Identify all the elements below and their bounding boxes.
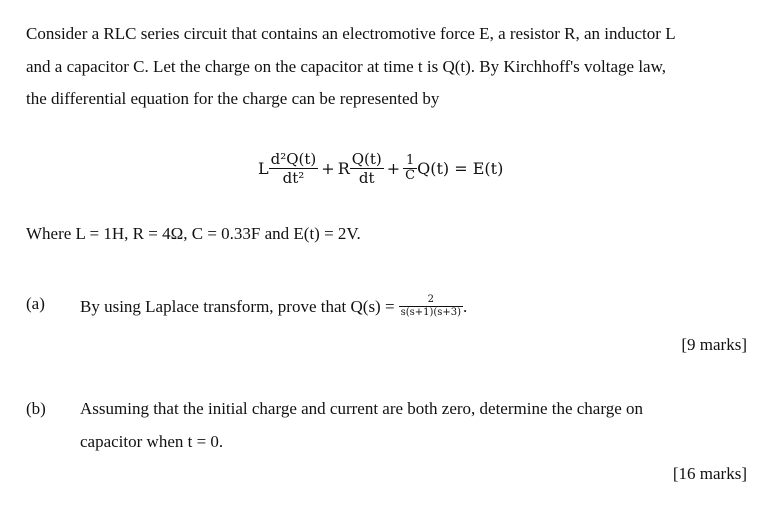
eq-frac1-numerator: d²Q(t): [270, 150, 317, 168]
eq-inductance-symbol: L: [258, 159, 269, 178]
part-b-line-1: Assuming that the initial charge and current are both zero, determine the charge on: [80, 399, 644, 418]
part-a-frac-numerator: 2: [427, 294, 434, 305]
part-a-marks: [9 marks]: [681, 335, 747, 354]
eq-second-derivative-fraction: [269, 150, 319, 187]
intro-line-1: Consider a RLC series circuit that contains an electromotive force E, a resistor R, an inductor L: [26, 24, 676, 43]
part-a-frac-denominator: s(s+1)(s+3): [400, 307, 462, 318]
intro-line-2: and a capacitor C. Let the charge on the capacitor at time t is Q(t). By Kirchhoff's voltage law,: [26, 57, 667, 76]
part-a-label: (a): [26, 294, 45, 313]
part-a-fraction: [399, 294, 463, 319]
eq-plus-1: +: [321, 159, 335, 178]
part-b-marks: [16 marks]: [672, 464, 747, 483]
eq-frac3-numerator: 1: [406, 153, 415, 168]
intro-line-3: the differential equation for the charge can be represented by: [26, 89, 440, 108]
eq-first-derivative-fraction: [350, 150, 384, 187]
eq-resistance-symbol: R: [337, 159, 350, 178]
eq-frac2-denominator: dt: [358, 169, 375, 187]
part-b-label: (b): [26, 399, 46, 418]
eq-frac2-numerator: Q(t): [351, 150, 382, 168]
given-values-line: Where L = 1H, R = 4Ω, C = 0.33F and E(t) = 2V.: [26, 224, 361, 243]
eq-rhs: Q(t) = E(t): [417, 159, 504, 178]
eq-frac1-denominator: dt²: [282, 169, 305, 187]
part-a-question: [80, 294, 467, 319]
eq-plus-2: +: [386, 159, 401, 178]
differential-equation: [258, 150, 503, 187]
eq-frac3-denominator: C: [405, 168, 416, 183]
part-b-line-2: capacitor when t = 0.: [80, 432, 224, 451]
part-a-text: By using Laplace transform, prove that Q(s) =: [80, 296, 395, 316]
eq-inverse-capacitance-fraction: [403, 154, 417, 183]
part-a-period: .: [463, 296, 468, 316]
